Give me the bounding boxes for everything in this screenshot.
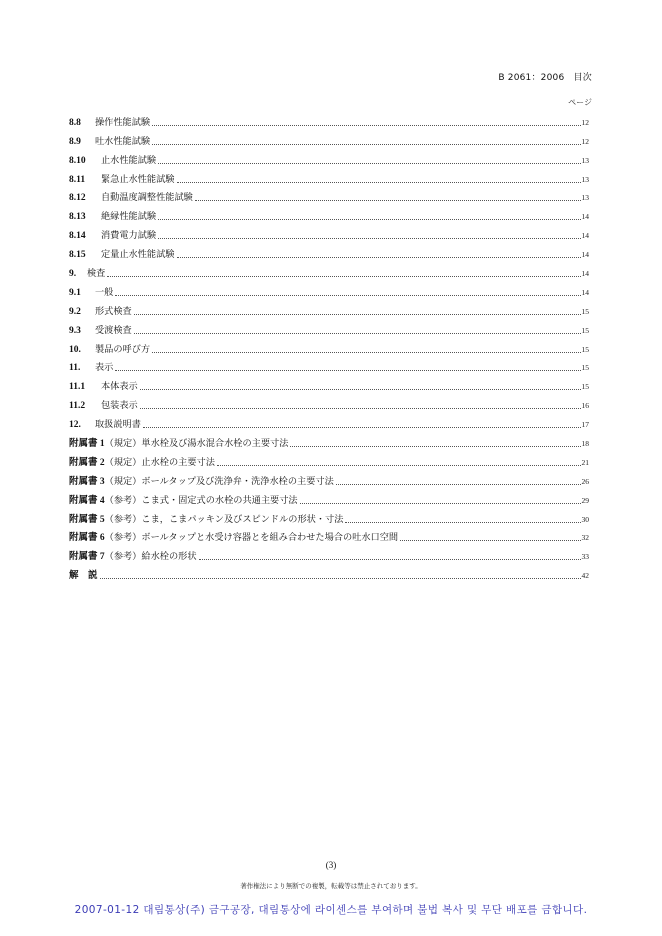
toc-entry-page: 13 <box>581 193 589 203</box>
toc-entry-title: （参考）給水栓の形状 <box>104 551 197 563</box>
toc-entry-number: 8.14 <box>69 231 86 242</box>
leader-dots <box>290 446 580 447</box>
toc-entry[interactable] <box>69 356 589 375</box>
toc-entry-page: 12 <box>581 117 589 127</box>
toc-entry-page: 26 <box>581 476 589 486</box>
toc-entry[interactable] <box>69 186 589 205</box>
toc-entry[interactable] <box>69 412 589 431</box>
toc-entry-page: 32 <box>581 533 589 543</box>
toc-entry-number: 附属書 4 <box>69 495 105 506</box>
leader-dots <box>345 522 580 523</box>
toc-entry-number: 11.1 <box>69 382 86 393</box>
leader-dots <box>100 578 581 579</box>
toc-entry-page: 15 <box>581 382 589 392</box>
toc-entry-number: 11.2 <box>69 401 86 412</box>
toc-entry[interactable] <box>69 393 589 412</box>
toc-entry-title: 吐水性能試験 <box>95 135 151 147</box>
toc-entry-number: 附属書 6 <box>69 533 105 544</box>
leader-dots <box>177 182 581 183</box>
toc-entry-number: 8.11 <box>69 174 86 185</box>
toc-entry[interactable] <box>69 469 589 488</box>
toc-entry-page: 15 <box>581 325 589 335</box>
toc-entry-number: 附属書 1 <box>69 439 105 450</box>
toc-entry-page: 14 <box>581 231 589 241</box>
toc-entry[interactable] <box>69 544 589 563</box>
page-column-label: ページ <box>568 98 592 107</box>
toc-entry-page: 15 <box>581 344 589 354</box>
leader-dots <box>152 144 580 145</box>
leader-dots <box>115 370 580 371</box>
leader-dots <box>300 503 581 504</box>
toc-entry[interactable] <box>69 337 589 356</box>
toc-entry-number: 8.8 <box>69 117 81 128</box>
toc-entry-title: （規定）ボールタップ及び洗浄弁・洗浄水栓の主要寸法 <box>104 475 334 487</box>
toc-entry-title: 本体表示 <box>101 381 138 393</box>
toc-entry-number: 解 説 <box>69 571 98 582</box>
toc-entry-title: 一般 <box>95 286 114 298</box>
leader-dots <box>158 163 580 164</box>
toc-entry-number: 附属書 5 <box>69 514 105 525</box>
leader-dots <box>152 125 580 126</box>
toc-entry-title: 自動温度調整性能試験 <box>101 192 193 204</box>
toc-entry[interactable] <box>69 280 589 299</box>
toc-entry[interactable] <box>69 148 589 167</box>
toc-entry[interactable] <box>69 299 589 318</box>
leader-dots <box>158 219 580 220</box>
toc-entry-title: 絶縁性能試験 <box>101 211 157 223</box>
toc-entry[interactable] <box>69 110 589 129</box>
toc-entry-title: 消費電力試験 <box>101 230 157 242</box>
toc-entry[interactable] <box>69 507 589 526</box>
toc-entry-title: （参考）ボールタップと水受け容器とを組み合わせた場合の吐水口空間 <box>104 532 399 544</box>
leader-dots <box>195 200 581 201</box>
leader-dots <box>177 257 581 258</box>
toc-entry-title: 受渡検査 <box>95 324 132 336</box>
leader-dots <box>152 352 580 353</box>
toc-entry-number: 8.15 <box>69 250 86 261</box>
toc-entry[interactable] <box>69 374 589 393</box>
leader-dots <box>140 389 581 390</box>
leader-dots <box>140 408 581 409</box>
toc-entry-title: 取扱説明書 <box>95 419 141 431</box>
toc-entry-number: 附属書 7 <box>69 552 105 563</box>
toc-entry-number: 12. <box>69 420 81 431</box>
toc-entry-title: 操作性能試験 <box>95 116 151 128</box>
toc-entry-page: 13 <box>581 155 589 165</box>
toc-entry-page: 16 <box>581 401 589 411</box>
toc-entry-number: 附属書 3 <box>69 476 105 487</box>
toc-entry[interactable] <box>69 167 589 186</box>
toc-entry-page: 12 <box>581 136 589 146</box>
leader-dots <box>134 314 581 315</box>
toc-entry[interactable] <box>69 318 589 337</box>
toc-entry-page: 18 <box>581 439 589 449</box>
leader-dots <box>158 238 580 239</box>
toc-entry-page: 30 <box>581 514 589 524</box>
toc-entry-page: 14 <box>581 250 589 260</box>
table-of-contents <box>69 110 589 582</box>
toc-entry-number: 9. <box>69 269 77 280</box>
toc-entry-page: 33 <box>581 552 589 562</box>
toc-entry-title: （参考）こま，こまパッキン及びスピンドルの形状・寸法 <box>104 513 344 525</box>
toc-entry-number: 8.10 <box>69 155 86 166</box>
toc-entry-page: 15 <box>581 363 589 373</box>
toc-entry-number: 8.12 <box>69 193 86 204</box>
toc-entry-number: 10. <box>69 344 81 355</box>
toc-entry-page: 13 <box>581 174 589 184</box>
leader-dots <box>107 276 580 277</box>
page-number: (3) <box>325 860 337 870</box>
document-header: B 2061：2006 目次 <box>498 73 592 83</box>
toc-entry-title: （参考）こま式・固定式の水栓の共通主要寸法 <box>104 494 298 506</box>
toc-entry-title: 定量止水性能試験 <box>101 249 175 261</box>
toc-entry-number: 11. <box>69 363 81 374</box>
leader-dots <box>217 465 581 466</box>
toc-entry-number: 附属書 2 <box>69 457 105 468</box>
toc-entry-number: 9.3 <box>69 325 81 336</box>
leader-dots <box>336 484 581 485</box>
toc-entry-title: 製品の呼び方 <box>95 343 151 355</box>
toc-entry-page: 42 <box>581 571 589 581</box>
toc-entry-number: 9.2 <box>69 306 81 317</box>
leader-dots <box>134 333 581 334</box>
toc-entry[interactable] <box>69 129 589 148</box>
copyright-notice: 著作権法により無断での複製，転載等は禁止されております。 <box>240 882 422 890</box>
toc-entry[interactable] <box>69 223 589 242</box>
toc-entry-title: 検査 <box>87 268 106 280</box>
toc-entry[interactable] <box>69 261 589 280</box>
toc-entry[interactable] <box>69 526 589 545</box>
toc-entry[interactable] <box>69 204 589 223</box>
toc-entry-page: 14 <box>581 287 589 297</box>
leader-dots <box>400 540 580 541</box>
toc-entry-page: 21 <box>581 457 589 467</box>
toc-entry-title: 包装表示 <box>101 400 138 412</box>
toc-entry[interactable] <box>69 431 589 450</box>
toc-entry[interactable] <box>69 450 589 469</box>
toc-entry[interactable] <box>69 488 589 507</box>
leader-dots <box>115 295 580 296</box>
toc-entry-title: （規定）単水栓及び湯水混合水栓の主要寸法 <box>104 438 289 450</box>
toc-entry[interactable] <box>69 563 589 582</box>
license-watermark: 2007-01-12 대림통상(주) 금구공장, 대림통상에 라이센스를 부여하며 불법 복사 및 무단 배포를 금합니다. <box>74 904 588 916</box>
toc-entry-title: 止水性能試験 <box>101 154 157 166</box>
toc-entry-page: 14 <box>581 212 589 222</box>
toc-entry-page: 29 <box>581 495 589 505</box>
toc-entry-number: 9.1 <box>69 287 81 298</box>
toc-entry-title: 緊急止水性能試験 <box>101 173 175 185</box>
toc-entry-number: 8.9 <box>69 136 81 147</box>
toc-entry[interactable] <box>69 242 589 261</box>
toc-entry-title: （規定）止水栓の主要寸法 <box>104 456 215 468</box>
toc-entry-title: 表示 <box>95 362 114 374</box>
leader-dots <box>143 427 581 428</box>
toc-entry-page: 14 <box>581 269 589 279</box>
toc-entry-number: 8.13 <box>69 212 86 223</box>
toc-entry-title: 形式検査 <box>95 305 132 317</box>
leader-dots <box>199 559 581 560</box>
toc-entry-page: 17 <box>581 420 589 430</box>
toc-entry-page: 15 <box>581 306 589 316</box>
